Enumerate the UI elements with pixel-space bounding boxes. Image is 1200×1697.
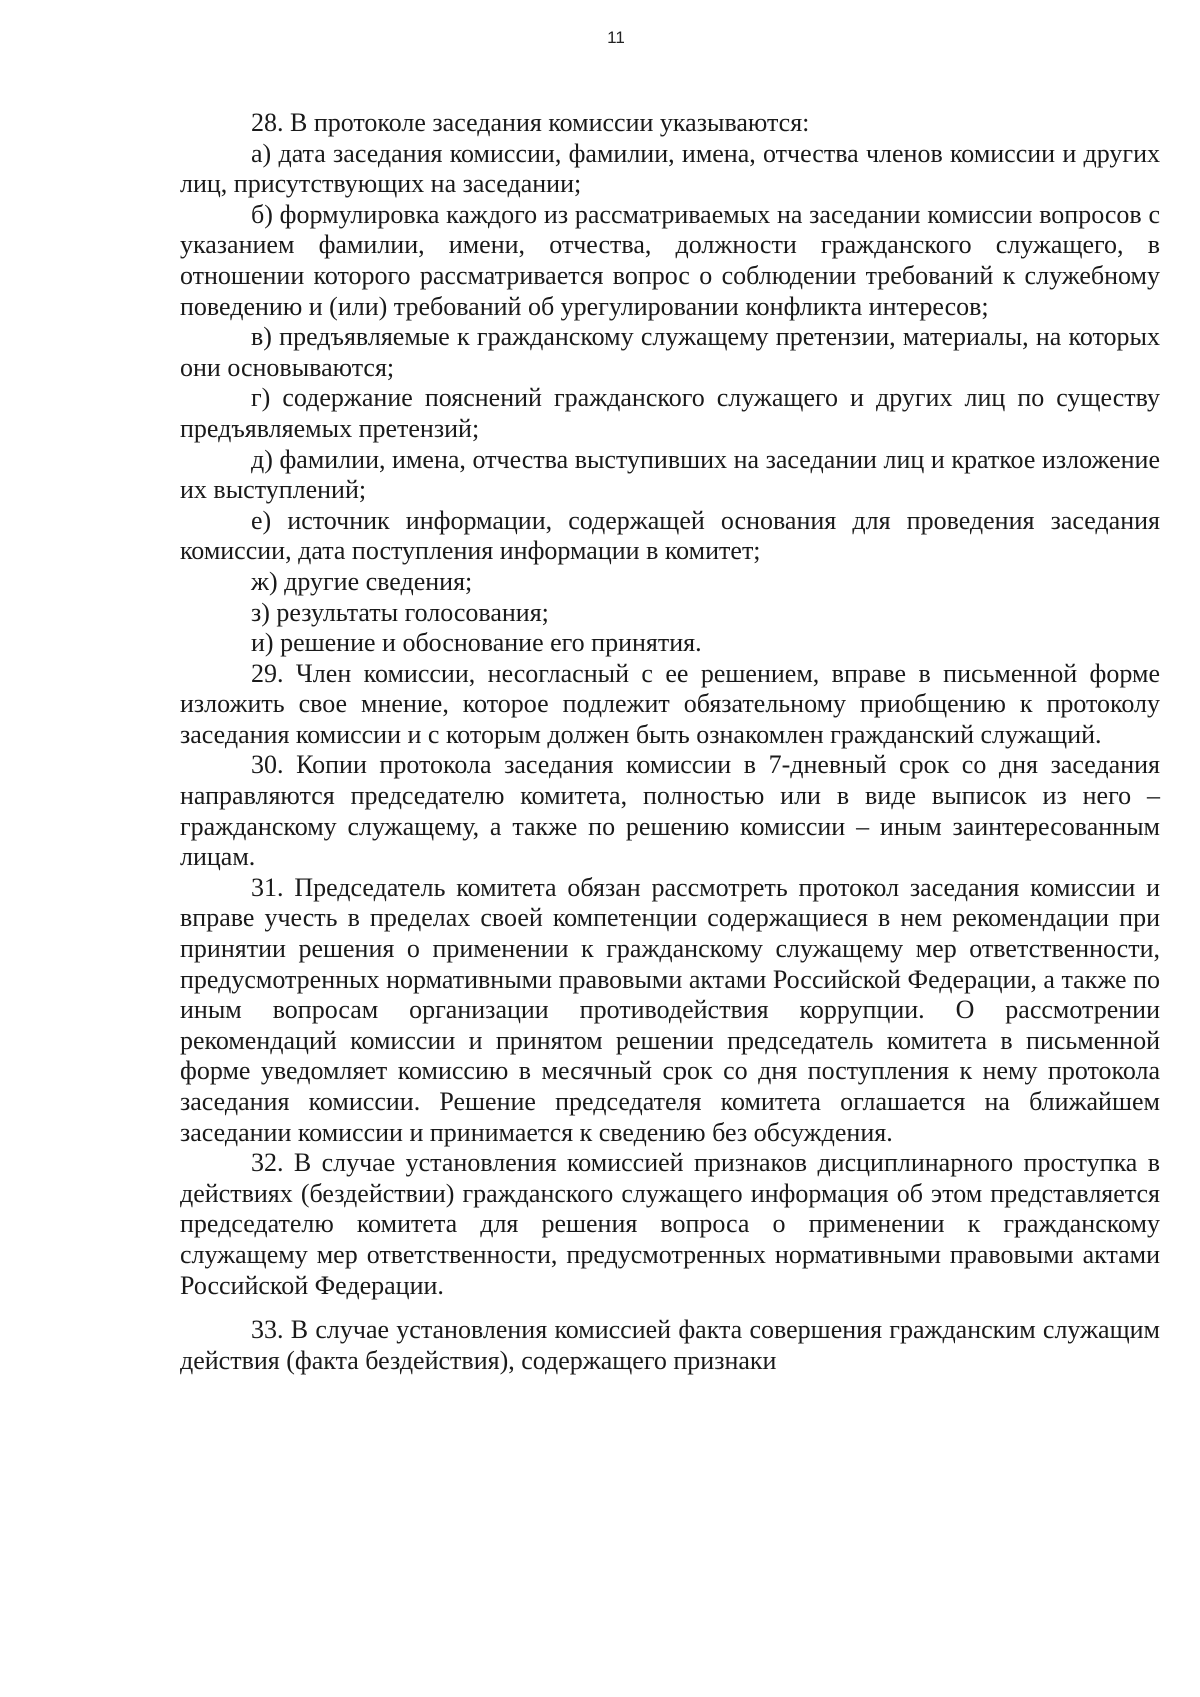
list-item-a: а) дата заседания комиссии, фамилии, имена, отчества членов комиссии и других лиц, присутствующих на заседании; xyxy=(180,138,1160,199)
list-item-i: и) решение и обоснование его принятия. xyxy=(251,628,702,658)
paragraph-28: 28. В протоколе заседания комиссии указываются: xyxy=(251,108,810,137)
page-number: 11 xyxy=(607,28,625,47)
list-item-z: з) результаты голосования; xyxy=(251,597,549,627)
paragraph-30: 30. Копии протокола заседания комиссии в 7-дневный срок со дня заседания направляются председателю комитета, полностью или в виде выписок из него – гражданскому служащему, а также по решению комиссии – иным заинтересованным лицам. xyxy=(180,750,1160,872)
paragraph-33: 33. В случае установления комиссией факта совершения гражданским служащим действия (факта бездействия), содержащего признаки xyxy=(180,1315,1160,1375)
paragraph-32: 32. В случае установления комиссией признаков дисциплинарного проступка в действиях (бездействии) гражданского служащего информация об этом представляется председателю комитета для решения вопроса о применении к гражданскому служащему мер ответственности, предусмотренных нормативными правовыми актами Российской Федерации. xyxy=(180,1148,1160,1300)
list-item-g: г) содержание пояснений гражданского служащего и других лиц по существу предъявляемых претензий; xyxy=(180,383,1160,443)
list-item-d: д) фамилии, имена, отчества выступивших на заседании лиц и краткое изложение их выступлений; xyxy=(180,444,1160,505)
list-item-zh: ж) другие сведения; xyxy=(251,566,473,596)
paragraph-29: 29. Член комиссии, несогласный с ее решением, вправе в письменной форме изложить свое мнение, которое подлежит обязательному приобщению к протоколу заседания комиссии и с которым должен быть ознакомлен гражданский служащий. xyxy=(180,658,1160,749)
list-item-v: в) предъявляемые к гражданскому служащему претензии, материалы, на которых они основываются; xyxy=(180,322,1160,382)
list-item-b: б) формулировка каждого из рассматриваемых на заседании комиссии вопросов с указанием фамилии, имени, отчества, должности гражданского служащего, в отношении которого рассматривается вопрос о соблюдении требований к служебному поведению и (или) требований об урегулировании конфликта интересов; xyxy=(180,199,1160,321)
document-body xyxy=(180,108,1160,1376)
list-item-e: е) источник информации, содержащей основания для проведения заседания комиссии, дата поступления информации в комитет; xyxy=(180,505,1160,566)
paragraph-31: 31. Председатель комитета обязан рассмотреть протокол заседания комиссии и вправе учесть в пределах своей компетенции содержащиеся в нем рекомендации при принятии решения о применении к гражданскому служащему мер ответственности, предусмотренных нормативными правовыми актами Российской Федерации, а также по иным вопросам организации противодействия коррупции. О рассмотрении рекомендаций комиссии и принятом решении председатель комитета в письменной форме уведомляет комиссию в месячный срок со дня поступления к нему протокола заседания комиссии. Решение председателя комитета оглашается на ближайшем заседании комиссии и принимается к сведению без обсуждения. xyxy=(180,872,1160,1147)
